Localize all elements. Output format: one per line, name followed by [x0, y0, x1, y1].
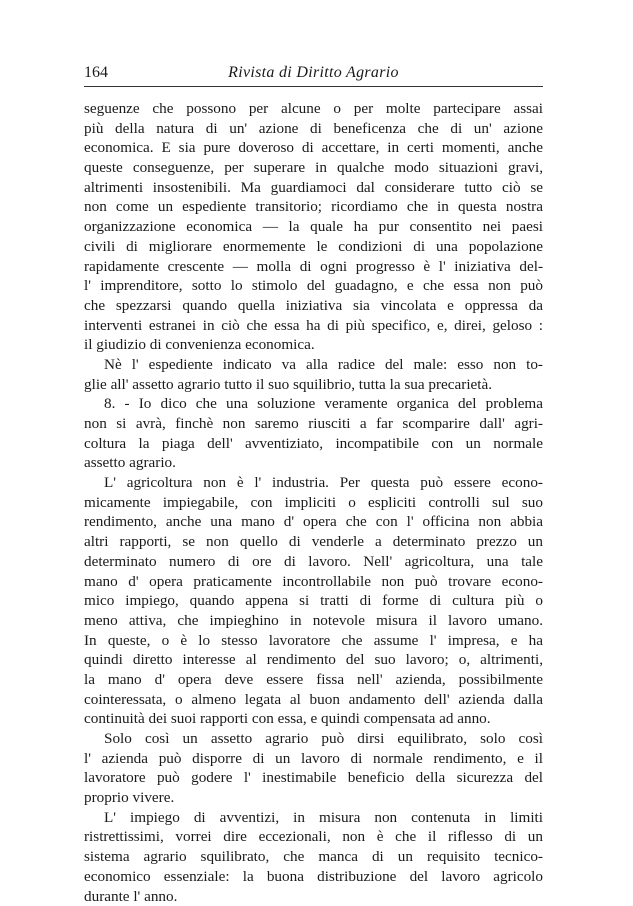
text-line: cointeressata, o almeno legata al buon andamento dell' azienda dalla	[84, 690, 543, 710]
document-page	[84, 60, 543, 906]
text-line: non si avrà, finchè non saremo riusciti a far scomparire dall' agri-	[84, 414, 543, 434]
text-line: non come un espediente transitorio; ricordiamo che in questa nostra	[84, 197, 543, 217]
text-line: seguenze che possono per alcune o per molte partecipare assai	[84, 99, 543, 119]
text-line: quindi diretto interesse al rendimento del suo lavoro; o, altrimenti,	[84, 650, 543, 670]
paragraph	[84, 355, 543, 394]
text-line: queste conseguenze, per superare in qualche modo situazioni gravi,	[84, 158, 543, 178]
text-line: Nè l' espediente indicato va alla radice del male: esso non to-	[84, 355, 543, 375]
text-line: meno attiva, che impieghino in notevole misura il lavoro umano.	[84, 611, 543, 631]
text-line: lavoratore può godere l' inestimabile beneficio della sicurezza del	[84, 768, 543, 788]
text-line: 8. - Io dico che una soluzione veramente organica del problema	[84, 394, 543, 414]
text-line: In queste, o è lo stesso lavoratore che assume l' impresa, e ha	[84, 631, 543, 651]
text-line: economica. E sia pure doveroso di accettare, in certi momenti, anche	[84, 138, 543, 158]
text-line: durante l' anno.	[84, 887, 543, 906]
text-line: L' impiego di avventizi, in misura non contenuta in limiti	[84, 808, 543, 828]
journal-title: Rivista di Diritto Agrario	[84, 64, 543, 82]
text-line: proprio vivere.	[84, 788, 543, 808]
paragraph	[84, 808, 543, 906]
text-line: il giudizio di convenienza economica.	[84, 335, 543, 355]
text-line: economico essenziale: la buona distribuzione del lavoro agricolo	[84, 867, 543, 887]
paragraph	[84, 729, 543, 808]
text-line: la mano d' opera deve essere fissa nell' azienda, possibilmente	[84, 670, 543, 690]
text-line: organizzazione economica — la quale ha pur consentito nei paesi	[84, 217, 543, 237]
text-line: micamente impiegabile, con impliciti o espliciti controlli sul suo	[84, 493, 543, 513]
body-text	[84, 99, 543, 906]
text-line: interventi estranei in ciò che essa ha di più specifico, e, direi, geloso :	[84, 316, 543, 336]
text-line: L' agricoltura non è l' industria. Per questa può essere econo-	[84, 473, 543, 493]
text-line: Solo così un assetto agrario può dirsi equilibrato, solo così	[84, 729, 543, 749]
text-line: mano d' opera praticamente incontrollabile non può trovare econo-	[84, 572, 543, 592]
text-line: ristrettissimi, vorrei dire eccezionali, non è che il riflesso di un	[84, 827, 543, 847]
running-head	[84, 60, 543, 87]
text-line: l' azienda può disporre di un lavoro di normale rendimento, e il	[84, 749, 543, 769]
text-line: sistema agrario squilibrato, che manca di un requisito tecnico-	[84, 847, 543, 867]
text-line: civili di migliorare enormemente le condizioni di una popolazione	[84, 237, 543, 257]
text-line: che spezzarsi quando quella iniziativa sia vincolata e oppressa da	[84, 296, 543, 316]
paragraph	[84, 394, 543, 473]
text-line: glie all' assetto agrario tutto il suo squilibrio, tutta la sua precarietà.	[84, 375, 543, 395]
text-line: continuità dei suoi rapporti con essa, e quindi compensata ad anno.	[84, 709, 543, 729]
text-line: rendimento, anche una mano d' opera che con l' officina non abbia	[84, 512, 543, 532]
text-line: più della natura di un' azione di beneficenza che di un' azione	[84, 119, 543, 139]
text-line: mico impiego, quando appena si tratti di forme di cultura più o	[84, 591, 543, 611]
paragraph	[84, 473, 543, 729]
text-line: altri rapporti, se non quello di venderle a determinato prezzo un	[84, 532, 543, 552]
paragraph	[84, 99, 543, 355]
text-line: determinato numero di ore di lavoro. Nell' agricoltura, una tale	[84, 552, 543, 572]
text-line: altrimenti insostenibili. Ma guardiamoci dal considerare tutto ciò se	[84, 178, 543, 198]
text-line: coltura la piaga dell' avventiziato, incompatibile con un normale	[84, 434, 543, 454]
text-line: assetto agrario.	[84, 453, 543, 473]
text-line: rapidamente crescente — molla di ogni progresso è l' iniziativa del-	[84, 257, 543, 277]
page-number: 164	[84, 64, 108, 82]
text-line: l' imprenditore, sotto lo stimolo del guadagno, e che essa non può	[84, 276, 543, 296]
